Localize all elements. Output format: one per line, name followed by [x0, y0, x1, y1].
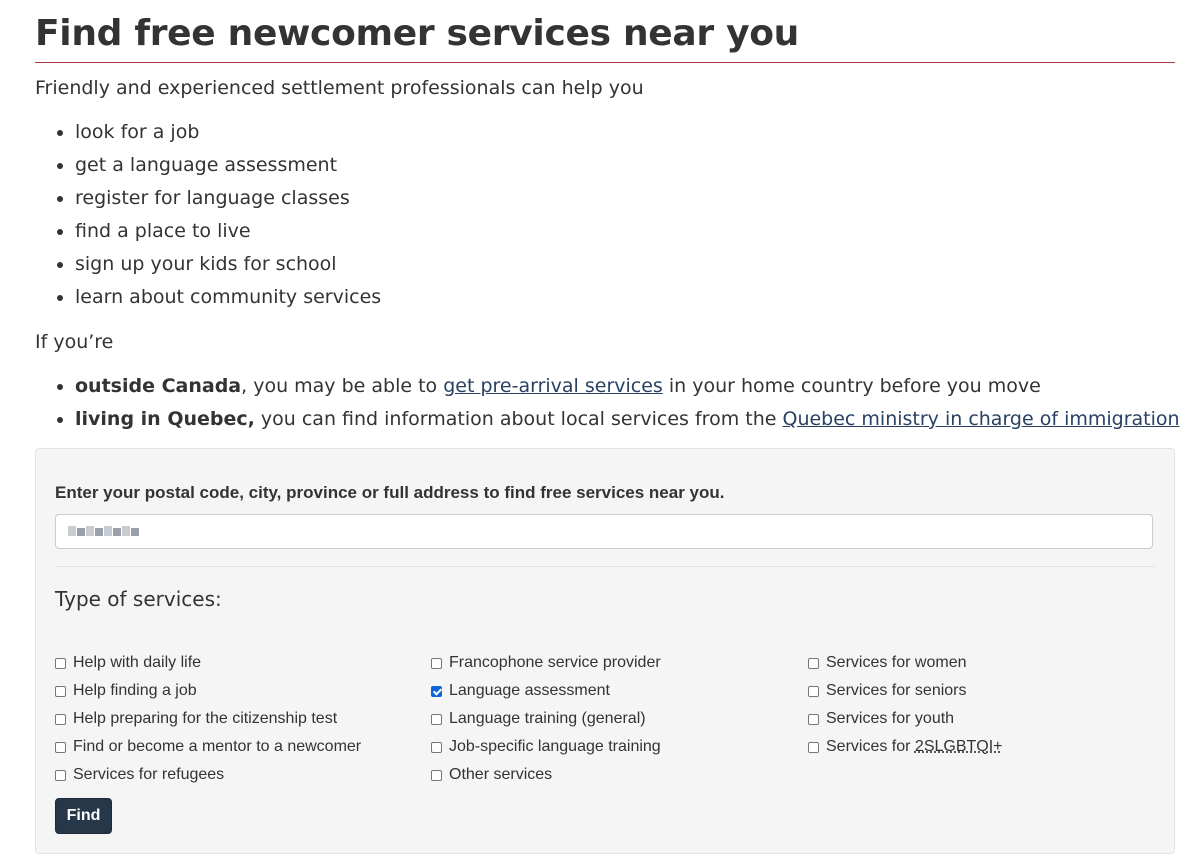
pre-arrival-services-link[interactable]: get pre-arrival services [443, 375, 663, 397]
checkbox-box[interactable] [55, 686, 66, 697]
find-button[interactable]: Find [55, 798, 112, 834]
checkbox-box[interactable] [808, 658, 819, 669]
condition-bold: outside Canada [75, 375, 242, 397]
abbreviation: 2SLGBTQI+ [914, 738, 1003, 755]
checkbox-box[interactable] [431, 770, 442, 781]
list-item: find a place to live [35, 218, 381, 251]
list-item: get a language assessment [35, 152, 381, 185]
list-item [35, 373, 1180, 406]
list-item: learn about community services [35, 284, 381, 317]
redacted-value [68, 526, 139, 536]
checkbox-refugees[interactable]: Services for refugees [55, 766, 224, 784]
help-list [35, 119, 381, 317]
checkbox-daily-life[interactable]: Help with daily life [55, 654, 201, 672]
condition-text: you can find information about local services from the [254, 408, 783, 430]
checkbox-francophone[interactable]: Francophone service provider [431, 654, 661, 672]
checkbox-box[interactable] [55, 742, 66, 753]
checkbox-2slgbtqi[interactable]: Services for 2SLGBTQI+ [808, 738, 1003, 756]
condition-text: in your home country before you move [662, 375, 1041, 397]
list-item: sign up your kids for school [35, 251, 381, 284]
checkbox-box[interactable] [55, 714, 66, 725]
title-underline [35, 62, 1175, 63]
checkbox-other-services[interactable]: Other services [431, 766, 552, 784]
condition-bold: living in Quebec, [75, 408, 255, 430]
checkbox-seniors[interactable]: Services for seniors [808, 682, 967, 700]
checkbox-box-checked[interactable] [431, 686, 442, 697]
checkbox-box[interactable] [431, 742, 442, 753]
checkbox-women[interactable]: Services for women [808, 654, 967, 672]
services-heading: Type of services: [55, 587, 222, 611]
condition-text: , you may be able to [241, 375, 444, 397]
checkbox-box[interactable] [55, 770, 66, 781]
checkbox-box[interactable] [808, 686, 819, 697]
checkbox-language-training[interactable]: Language training (general) [431, 710, 646, 728]
checkbox-box[interactable] [431, 658, 442, 669]
divider [55, 566, 1155, 567]
checkbox-mentor[interactable]: Find or become a mentor to a newcomer [55, 738, 361, 756]
list-item: look for a job [35, 119, 381, 152]
conditions-list [35, 373, 1180, 439]
checkbox-box[interactable] [431, 714, 442, 725]
checkbox-box[interactable] [808, 742, 819, 753]
if-youre-text: If you’re [35, 331, 114, 353]
checkbox-youth[interactable]: Services for youth [808, 710, 954, 728]
checkbox-box[interactable] [808, 714, 819, 725]
checkbox-finding-job[interactable]: Help finding a job [55, 682, 197, 700]
location-input[interactable] [55, 514, 1153, 549]
intro-text: Friendly and experienced settlement professionals can help you [35, 77, 644, 99]
list-item [35, 406, 1180, 439]
list-item: register for language classes [35, 185, 381, 218]
page-title: Find free newcomer services near you [35, 13, 800, 54]
checkbox-job-specific-language[interactable]: Job-specific language training [431, 738, 661, 756]
quebec-ministry-link[interactable]: Quebec ministry in charge of immigration [782, 408, 1180, 430]
search-label: Enter your postal code, city, province or full address to find free services near you. [55, 483, 725, 502]
checkbox-box[interactable] [55, 658, 66, 669]
checkbox-citizenship-test[interactable]: Help preparing for the citizenship test [55, 710, 337, 728]
search-panel [35, 448, 1175, 854]
checkbox-language-assessment[interactable]: Language assessment [431, 682, 610, 700]
